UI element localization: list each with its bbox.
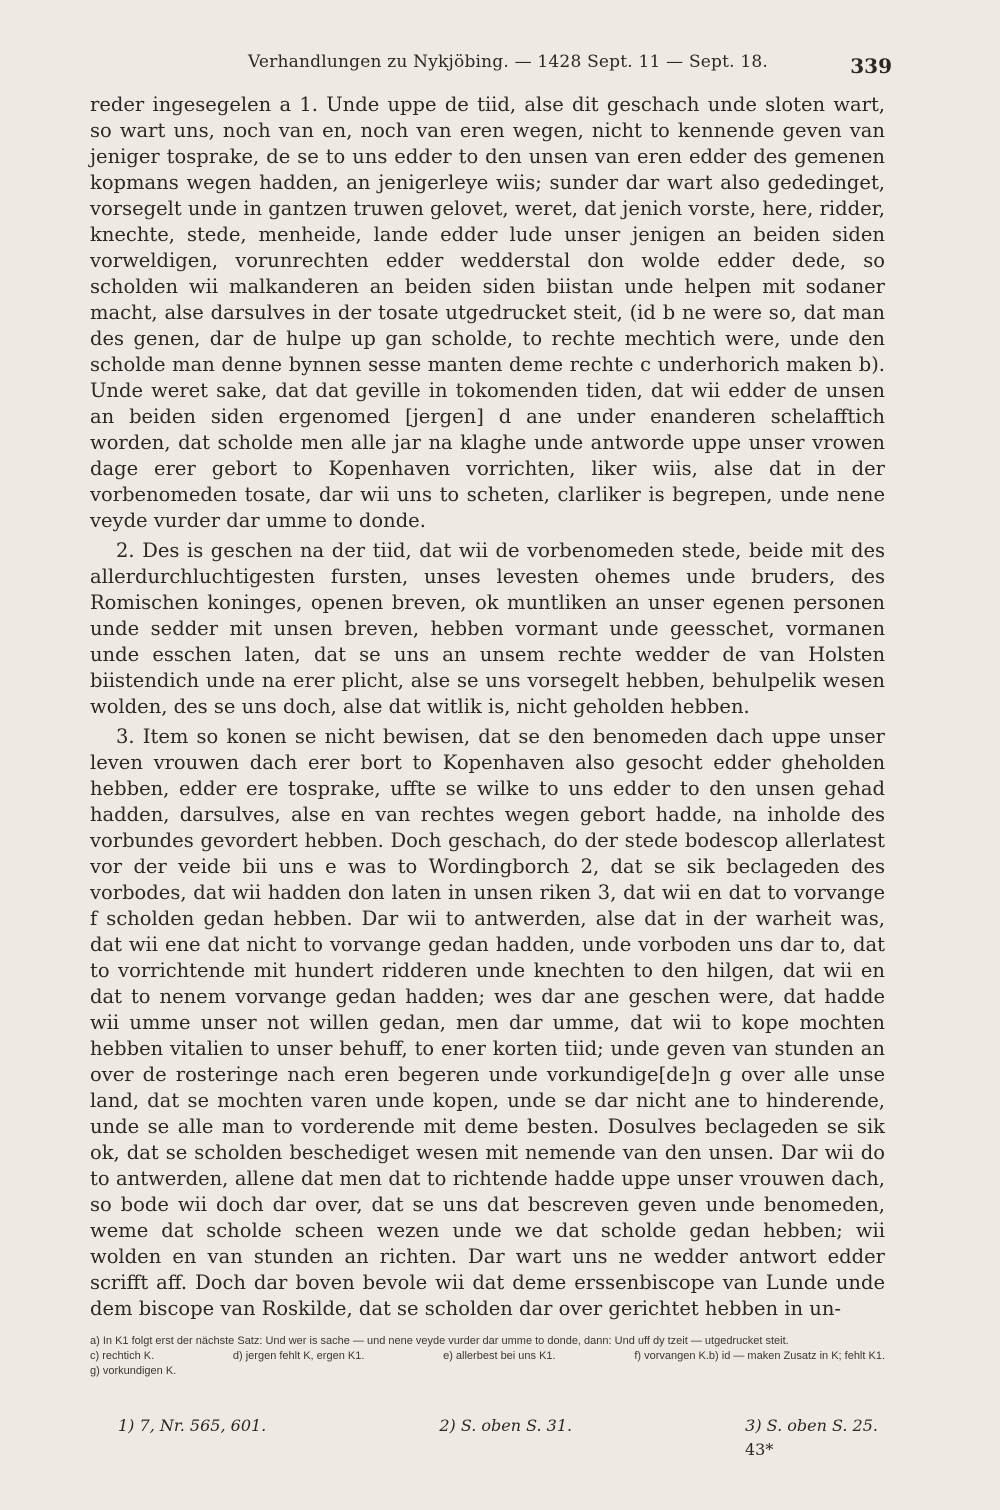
critical-note-g-text: g) vorkundigen K. bbox=[90, 1365, 177, 1377]
critical-note-d: d) jergen fehlt K, ergen K1. bbox=[232, 1350, 365, 1362]
page-number: 339 bbox=[850, 54, 892, 78]
paragraph-2: 2. Des is geschen na der tiid, dat wii de vorbenomeden stede, beide mit des allerdurchluchtigesten fursten, unses levesten ohemes unde bruders, des Romischen koninges, openen breven, ok muntliken an unser egenen personen unde sedder mit unsen breven, hebben vormant unde geesschet, vormanen unde esschen laten, dat se uns an unsem rechte wedder de van Holsten biistendich unde na erer plicht, alse se uns vorsegelt hebben, behulpelik wesen wolden, des se uns doch, alse dat witlik is, nicht geholden hebben. bbox=[90, 539, 885, 718]
critical-note-f: f) vorvangen K. bbox=[634, 1350, 709, 1362]
footnote-2: 2) S. oben S. 31. bbox=[439, 1416, 573, 1435]
critical-note-c: c) rechtich K. bbox=[90, 1350, 155, 1362]
running-title: Verhandlungen zu Nykjöbing. — 1428 Sept. 11 — Sept. 18. bbox=[248, 52, 769, 72]
footnote-3: 3) S. oben S. 25. bbox=[745, 1416, 878, 1435]
paragraph-3: 3. Item so konen se nicht bewisen, dat se den benomeden dach uppe unser leven vrouwen dach erer bort to Kopenhaven also gesocht edder gheholden hebben, edder ere tosprake, uffte se wilke to uns edder to den unsen gehad hadden, darsulves, alse en van rechtes wegen gebort hadde, na inholde des vorbundes gevordert hebben. Doch geschach, do der stede bodescop allerlatest vor der veide bii uns e was to Wordingborch 2, dat se sik beclageden des vorbodes, dat wii hadden don laten in unsen riken 3, dat wii en dat to vorvange f scholden gedan hebben. Dar wii to antwerden, alse dat in der warheit was, dat wii ene dat nicht to vorvange gedan hadden, unde vorboden uns dar to, dat to vorrichtende mit hundert ridderen unde knechten to den hilgen, dat wii en dat to nenem vorvange gedan hadden; wes dar ane geschen were, dat hadde wii umme unser not willen gedan, men dar umme, dat wii to kope mochten hebben vitalien to unser behuff, to ener korten tiid; unde geven van stunden an over de rosteringe nach eren begeren unde vorkundige[de]n g over alle unse land, dat se mochten varen unde kopen, unde se dar nicht ane to hinderende, unde se alle man to vorderende mit deme besten. Dosulves beclageden se sik ok, dat se scholden beschediget wesen mit nemende van den unsen. Dar wii do to antwerden, allene dat men dat to richtende hadde uppe unser vrouwen dach, so bode wii doch dar over, dat se uns dat bescreven geven unde benomeden, weme dat scholde scheen wezen unde we dat scholde gedan hebben; wii wolden en van stunden an richten. Dar wart uns ne wedder antwort edder scrifft aff. Doch dar boven bevole wii dat deme erssenbiscope van Lunde unde dem biscope van Roskilde, dat se scholden dar over gerichtet hebben in un- bbox=[90, 725, 885, 1320]
main-text bbox=[90, 92, 885, 1322]
footnotes bbox=[118, 1416, 878, 1435]
critical-note-e: e) allerbest bei uns K1. bbox=[443, 1350, 556, 1362]
critical-apparatus bbox=[90, 1334, 885, 1379]
paragraph-1: reder ingesegelen a 1. Unde uppe de tiid, alse dit geschach unde sloten wart, so wart uns, noch van en, noch van eren wegen, nicht to kennende geven van jeniger tosprake, de se to uns edder to den unsen van eren edder des gemenen kopmans wegen hadden, an jenigerleye wiis; sunder dar wart also gededinget, vorsegelt unde in gantzen truwen gelovet, weret, dat jenich vorste, here, ridder, knechte, stede, menheide, lande edder lude unser jenigen an beiden siden vorweldigen, vorunrechten edder wedderstal don wolde edder dede, so scholden wii malkanderen an beiden siden biistan unde helpen mit sodaner macht, alse darsulves in der tosate utgedrucket steit, (id b ne were so, dat man des genen, dar de hulpe up gan scholde, to rechte mechtich were, unde den scholde man denne bynnen sesse manten deme rechte c underhorich maken b). Unde weret sake, dat dat geville in tokomenden tiden, dat wii edder de unsen an beiden siden ergenomed [jergen] d ane under enanderen schelafftich worden, dat scholde men alle jar na klaghe unde antworde uppe unser vrowen dage erer gebort to Kopenhaven vorrichten, liker wiis, alse dat in der vorbenomeden tosate, dar wii uns to scheten, clarliker is begrepen, unde nene veyde vurder dar umme to donde. bbox=[90, 93, 886, 532]
footnote-1: 1) 7, Nr. 565, 601. bbox=[118, 1416, 267, 1435]
page-header bbox=[88, 46, 892, 86]
critical-note-a-text: a) In K1 folgt erst der nächste Satz: Und wer is sache — und nene veyde vurder dar umme to donde, dann: Und uff dy tzeit — utgedrucket steit. bbox=[90, 1335, 789, 1347]
critical-note-b-text: b) id — maken Zusatz in K; fehlt K1. bbox=[708, 1350, 885, 1362]
signature-mark: 43* bbox=[745, 1440, 774, 1459]
critical-note-g bbox=[90, 1364, 885, 1379]
critical-notes-row bbox=[90, 1349, 709, 1364]
